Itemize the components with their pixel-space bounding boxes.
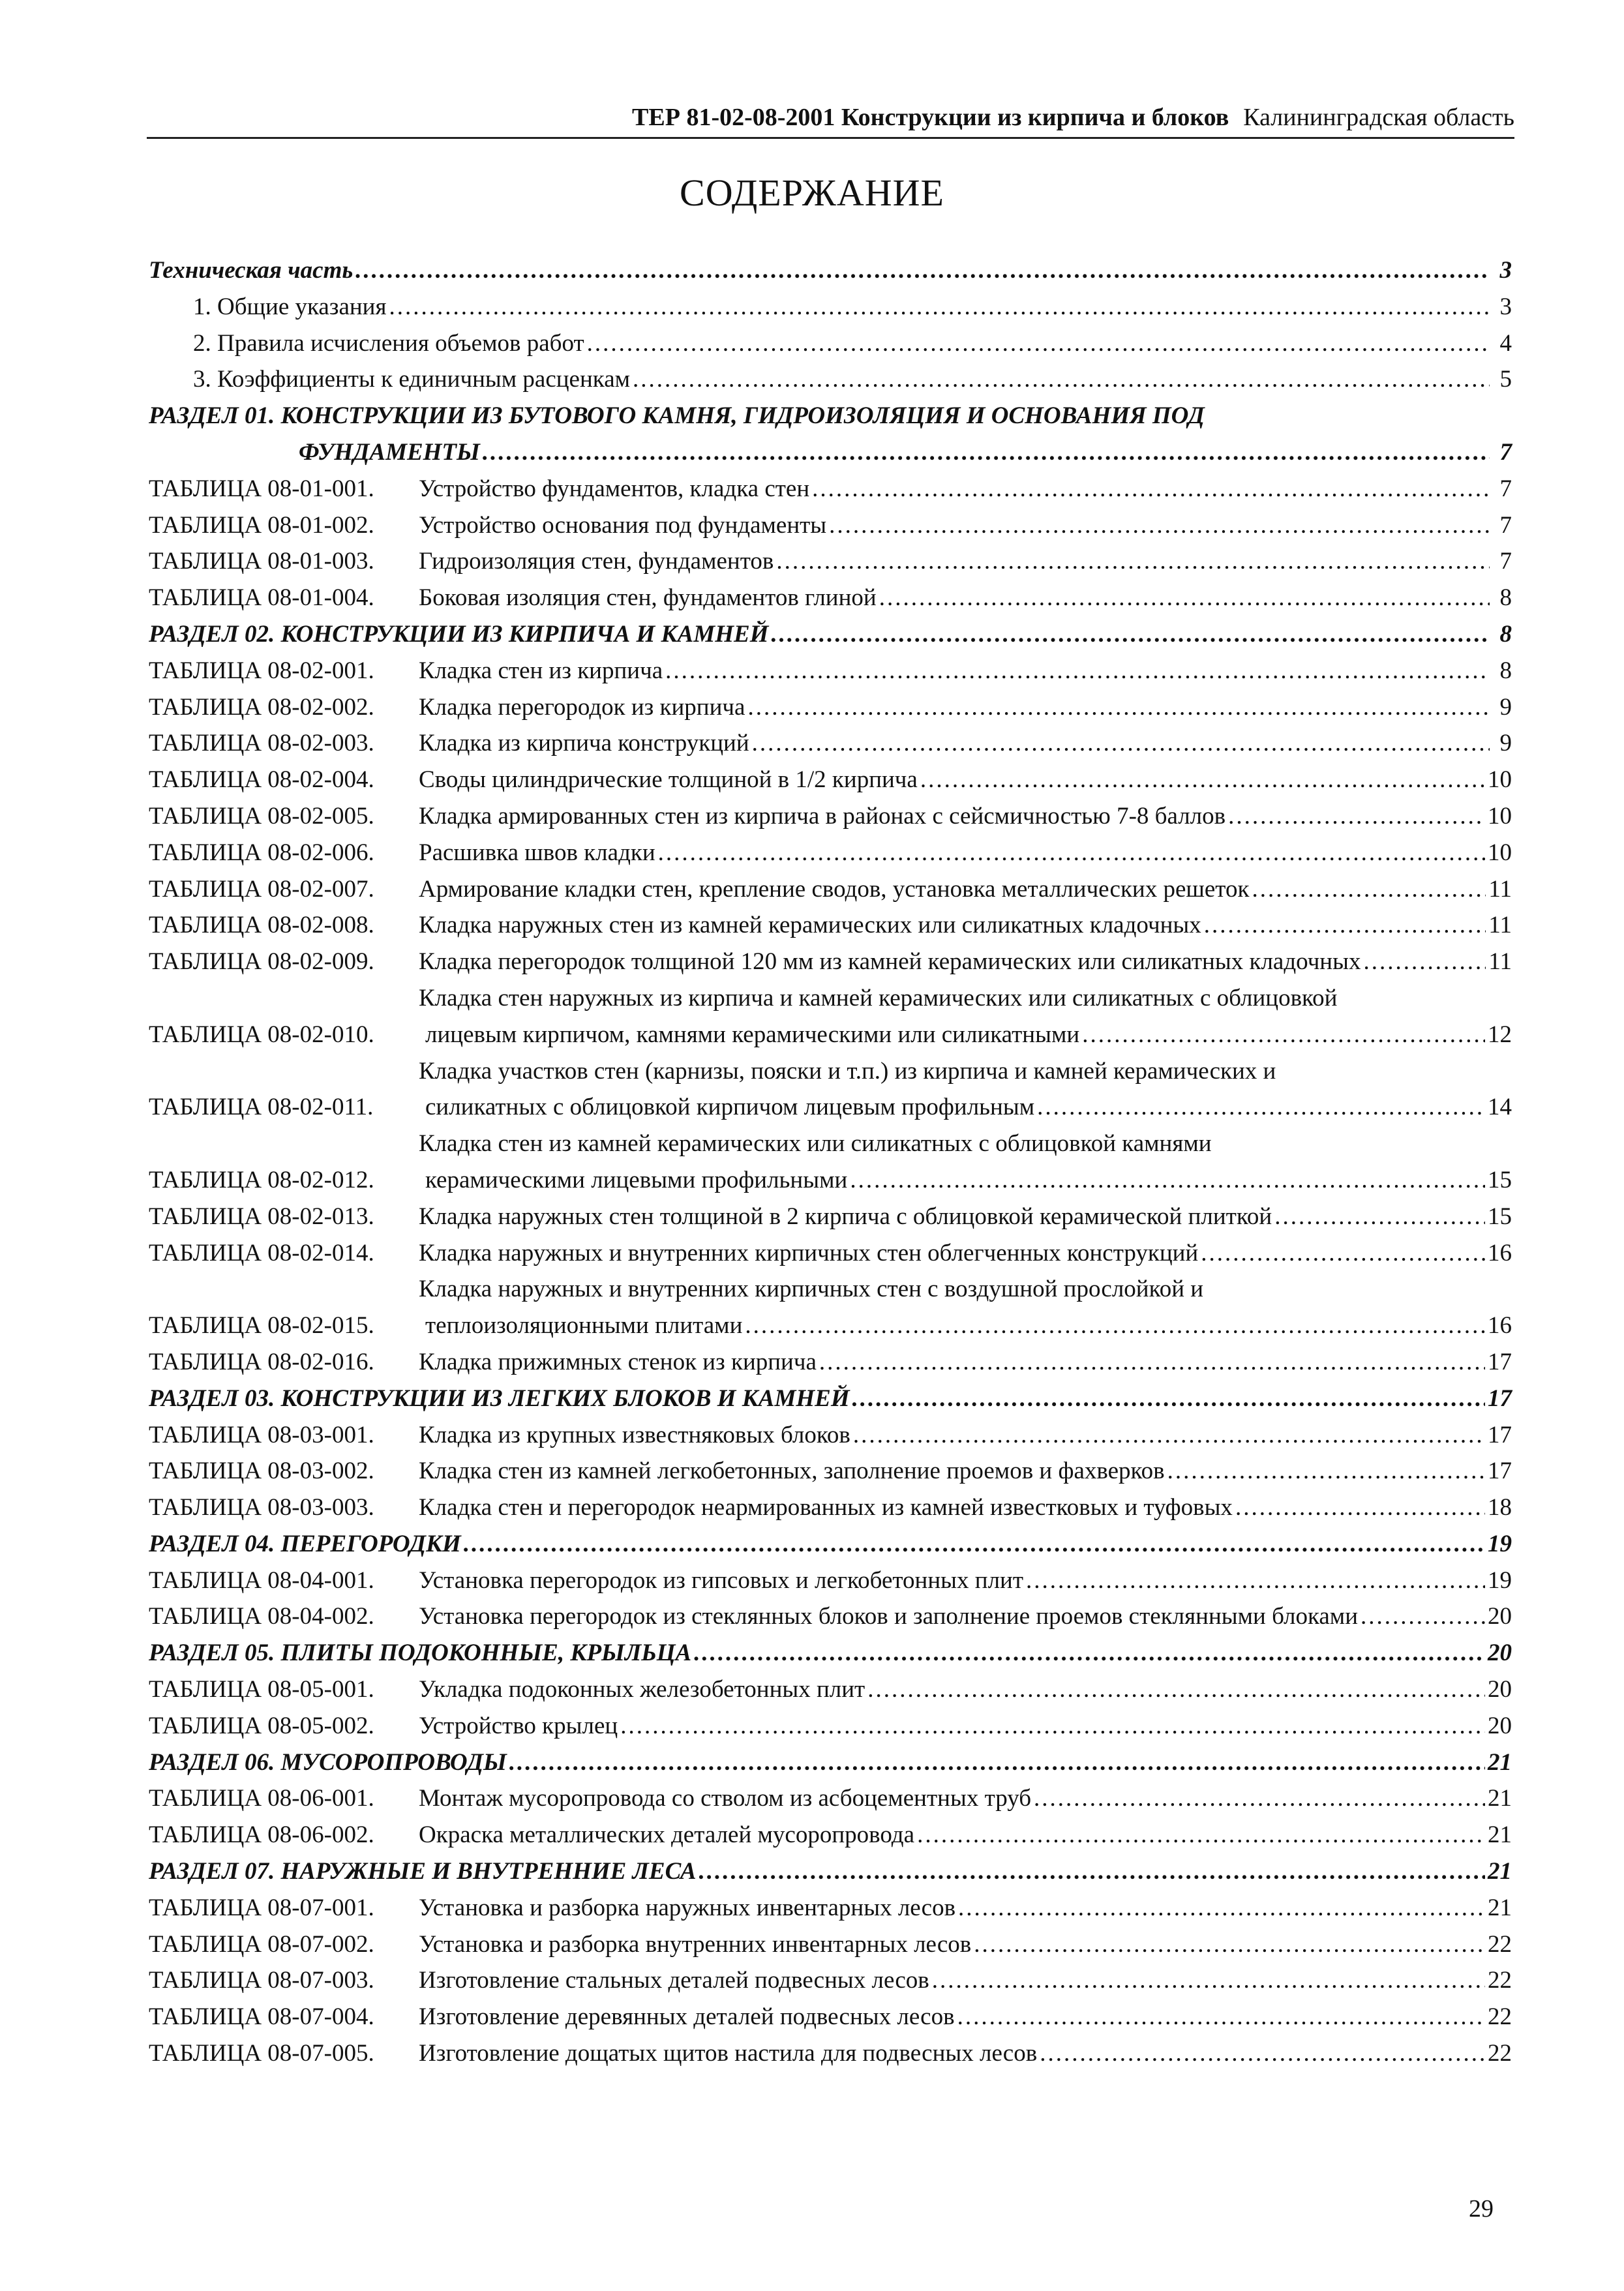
toc-table-code: ТАБЛИЦА 08-03-002. — [149, 1458, 374, 1485]
toc-section-entry[interactable] — [149, 1853, 1512, 1890]
toc-page-number: 11 — [1488, 912, 1512, 939]
dot-leader — [1082, 1017, 1485, 1053]
toc-entry-body — [419, 580, 1512, 616]
toc-table-entry[interactable] — [149, 725, 1512, 762]
dot-leader — [389, 289, 1490, 325]
toc-entry-body — [193, 361, 1512, 398]
toc-entry-body — [419, 1817, 1512, 1853]
toc-table-entry[interactable] — [149, 507, 1512, 544]
toc-table-code: ТАБЛИЦА 08-03-001. — [149, 1421, 374, 1448]
toc-table-code: ТАБЛИЦА 08-02-013. — [149, 1203, 374, 1230]
toc-entry-body — [419, 543, 1512, 580]
dot-leader — [812, 471, 1490, 507]
toc-page-number: 8 — [1499, 620, 1512, 648]
toc-entry-body — [419, 1780, 1512, 1817]
dot-leader — [747, 689, 1490, 726]
page-number: 29 — [1469, 2195, 1494, 2223]
toc-section-entry[interactable] — [149, 398, 1512, 471]
dot-leader — [932, 1962, 1485, 1999]
toc-entry-title: ФУНДАМЕНТЫ — [299, 438, 480, 466]
toc-entry-title: Установка перегородок из гипсовых и легкобетонных плит — [419, 1566, 1024, 1594]
dot-leader — [1361, 1598, 1485, 1635]
toc-page-number: 10 — [1488, 839, 1512, 866]
toc-entry-body — [419, 835, 1512, 871]
toc-table-entry[interactable] — [149, 543, 1512, 580]
toc-table-code: ТАБЛИЦА 08-01-001. — [149, 475, 374, 502]
toc-entry-title: Изготовление дощатых щитов настила для подвесных лесов — [419, 2040, 1038, 2067]
dot-leader — [879, 580, 1490, 616]
toc-page-number: 4 — [1499, 329, 1512, 357]
toc-entry-title: Кладка из крупных известняковых блоков — [419, 1421, 850, 1448]
toc-table-code: ТАБЛИЦА 08-01-003. — [149, 548, 374, 575]
toc-table-code: ТАБЛИЦА 08-02-014. — [149, 1239, 374, 1266]
toc-entry-body — [419, 1344, 1512, 1381]
toc-table-code: ТАБЛИЦА 08-02-002. — [149, 693, 374, 721]
toc-table-code: ТАБЛИЦА 08-07-002. — [149, 1930, 374, 1958]
toc-entry-title: 3. Коэффициенты к единичным расценкам — [193, 366, 631, 393]
toc-entry-title: 2. Правила исчисления объемов работ — [193, 329, 584, 357]
toc-page-number: 18 — [1488, 1494, 1512, 1521]
toc-section-entry[interactable] — [149, 1526, 1512, 1563]
toc-entry-body — [419, 798, 1512, 835]
toc-entry-title: Установка и разборка наружных инвентарных лесов — [419, 1894, 956, 1921]
toc-page-number: 8 — [1499, 584, 1512, 612]
toc-table-entry[interactable] — [149, 944, 1512, 980]
toc-entry-title: Изготовление деревянных деталей подвесных лесов — [419, 2003, 955, 2031]
toc-entry-body — [419, 1598, 1512, 1635]
toc-page-number: 3 — [1499, 257, 1512, 284]
toc-table-entry[interactable] — [149, 798, 1512, 835]
dot-leader — [1235, 1490, 1485, 1526]
toc-table-entry[interactable] — [149, 1926, 1512, 1963]
toc-table-code: ТАБЛИЦА 08-02-015. — [149, 1312, 374, 1340]
toc-table-code: ТАБЛИЦА 08-06-001. — [149, 1785, 374, 1812]
toc-table-entry[interactable] — [149, 1490, 1512, 1526]
toc-table-entry[interactable] — [149, 907, 1512, 944]
toc-entry-body — [419, 725, 1512, 762]
toc-page-number: 17 — [1488, 1348, 1512, 1375]
toc-entry-body — [419, 1926, 1512, 1963]
toc-table-code: ТАБЛИЦА 08-07-005. — [149, 2040, 374, 2067]
dot-leader — [464, 1526, 1485, 1563]
toc-entry-line — [149, 398, 1512, 434]
toc-table-entry[interactable] — [149, 1235, 1512, 1272]
toc-entry-title: Установка и разборка внутренних инвентарных лесов — [419, 1930, 972, 1958]
toc-table-code: ТАБЛИЦА 08-02-006. — [149, 839, 374, 866]
dot-leader — [1363, 944, 1486, 980]
toc-section-entry[interactable] — [149, 252, 1512, 289]
dot-leader — [1228, 798, 1485, 835]
toc-entry-body — [419, 980, 1512, 1053]
toc-table-entry[interactable] — [149, 1563, 1512, 1599]
dot-leader — [852, 1381, 1485, 1417]
toc-page-number: 19 — [1488, 1566, 1512, 1594]
toc-table-code: ТАБЛИЦА 08-02-011. — [149, 1094, 374, 1121]
toc-page-number: 20 — [1488, 1640, 1512, 1667]
toc-entry-body — [149, 1853, 1512, 1890]
toc-page-number: 17 — [1488, 1385, 1512, 1412]
toc-page-number: 20 — [1488, 1603, 1512, 1630]
toc-entry-body — [419, 907, 1512, 944]
toc-table-entry[interactable] — [149, 1890, 1512, 1926]
toc-entry-line — [419, 1089, 1512, 1126]
toc-table-entry[interactable] — [149, 1271, 1512, 1344]
dot-leader — [920, 762, 1485, 798]
dot-leader — [958, 1890, 1485, 1926]
toc-table-entry[interactable] — [149, 1417, 1512, 1454]
toc-entry-title: Кладка стен из камней керамических или силикатных с облицовкой камнями — [419, 1130, 1212, 1158]
toc-subsection-entry[interactable] — [149, 289, 1512, 325]
toc-section-entry[interactable] — [149, 616, 1512, 653]
dot-leader — [1034, 1780, 1485, 1817]
toc-page-number: 22 — [1488, 2040, 1512, 2067]
dot-leader — [699, 1853, 1485, 1890]
toc-table-code: ТАБЛИЦА 08-02-016. — [149, 1348, 374, 1375]
toc-entry-body — [419, 653, 1512, 689]
toc-table-code: ТАБЛИЦА 08-04-002. — [149, 1603, 374, 1630]
toc-entry-title: Укладка подоконных железобетонных плит — [419, 1676, 865, 1703]
toc-table-entry[interactable] — [149, 835, 1512, 871]
toc-table-code: ТАБЛИЦА 08-03-003. — [149, 1494, 374, 1521]
toc-page-number: 21 — [1488, 1785, 1512, 1812]
toc-table-code: ТАБЛИЦА 08-02-007. — [149, 875, 374, 903]
toc-entry-line — [149, 434, 1512, 471]
dot-leader — [483, 434, 1490, 471]
toc-entry-body — [149, 616, 1512, 653]
toc-entry-body — [419, 1271, 1512, 1344]
toc-entry-body — [149, 1381, 1512, 1417]
toc-subsection-entry[interactable] — [149, 325, 1512, 362]
toc-page-number: 22 — [1488, 1930, 1512, 1958]
toc-entry-title: Кладка армированных стен из кирпича в районах с сейсмичностью 7-8 баллов — [419, 802, 1226, 830]
toc-table-entry[interactable] — [149, 689, 1512, 726]
toc-entry-title: Кладка наружных и внутренних кирпичных стен облегченных конструкций — [419, 1239, 1199, 1266]
dot-leader — [853, 1417, 1485, 1454]
toc-entry-title: РАЗДЕЛ 01. КОНСТРУКЦИИ ИЗ БУТОВОГО КАМНЯ, ГИДРОИЗОЛЯЦИЯ И ОСНОВАНИЯ ПОД — [149, 402, 1205, 430]
toc-entry-line — [419, 1017, 1512, 1053]
toc-entry-body — [193, 325, 1512, 362]
toc-table-entry[interactable] — [149, 1999, 1512, 2035]
toc-entry-body — [419, 762, 1512, 798]
toc-entry-title: керамическими лицевыми профильными — [425, 1166, 848, 1193]
toc-entry-title: лицевым кирпичом, камнями керамическими или силикатными — [425, 1021, 1080, 1048]
toc-entry-line — [419, 1126, 1512, 1162]
toc-table-code: ТАБЛИЦА 08-02-009. — [149, 948, 374, 976]
toc-entry-body — [419, 1417, 1512, 1454]
toc-page-number: 5 — [1499, 366, 1512, 393]
toc-entry-title: Кладка перегородок толщиной 120 мм из камней керамических или силикатных кладочных — [419, 948, 1361, 976]
toc-entry-title: Монтаж мусоропровода со стволом из асбоцементных труб — [419, 1785, 1032, 1812]
toc-page-number: 21 — [1488, 1858, 1512, 1885]
toc-entry-body — [149, 1526, 1512, 1563]
dot-leader — [1201, 1235, 1485, 1272]
toc-table-entry[interactable] — [149, 1962, 1512, 1999]
toc-entry-title: Кладка участков стен (карнизы, пояски и т.п.) из кирпича и камней керамических и — [419, 1057, 1276, 1085]
toc-entry-title: Расшивка швов кладки — [419, 839, 655, 866]
dot-leader — [867, 1671, 1485, 1708]
dot-leader — [917, 1817, 1485, 1853]
toc-table-code: ТАБЛИЦА 08-04-001. — [149, 1566, 374, 1594]
toc-entry-body — [419, 1490, 1512, 1526]
toc-table-code: ТАБЛИЦА 08-02-008. — [149, 912, 374, 939]
dot-leader — [974, 1926, 1485, 1963]
dot-leader — [745, 1308, 1485, 1344]
toc-table-code: ТАБЛИЦА 08-01-004. — [149, 584, 374, 612]
toc-table-entry[interactable] — [149, 1199, 1512, 1235]
toc-entry-title: 1. Общие указания — [193, 293, 387, 320]
toc-entry-body — [419, 1453, 1512, 1490]
toc-page-number: 21 — [1488, 1821, 1512, 1849]
toc-page-number: 8 — [1499, 657, 1512, 684]
toc-entry-body — [419, 1708, 1512, 1744]
toc-page-number: 21 — [1488, 1748, 1512, 1776]
toc-entry-body — [419, 1563, 1512, 1599]
dot-leader — [819, 1344, 1485, 1381]
dot-leader — [658, 835, 1485, 871]
toc-page-number: 11 — [1488, 948, 1512, 976]
toc-entry-line — [419, 1162, 1512, 1199]
toc-entry-body — [419, 1962, 1512, 1999]
toc-section-entry[interactable] — [149, 1744, 1512, 1781]
toc-page-number: 11 — [1488, 875, 1512, 903]
toc-table-code: ТАБЛИЦА 08-02-005. — [149, 802, 374, 830]
toc-page-number: 20 — [1488, 1676, 1512, 1703]
toc-page-number: 16 — [1488, 1312, 1512, 1340]
dot-leader — [587, 325, 1490, 362]
toc-table-entry[interactable] — [149, 1053, 1512, 1126]
toc-entry-line — [419, 1271, 1512, 1308]
toc-table-entry[interactable] — [149, 762, 1512, 798]
toc-page-number: 20 — [1488, 1712, 1512, 1739]
toc-table-entry[interactable] — [149, 1671, 1512, 1708]
toc-table-code: ТАБЛИЦА 08-06-002. — [149, 1821, 374, 1849]
toc-table-code: ТАБЛИЦА 08-02-004. — [149, 766, 374, 794]
header-region: Калининградская область — [1243, 104, 1514, 131]
toc-table-entry[interactable] — [149, 653, 1512, 689]
toc-table-code: ТАБЛИЦА 08-01-002. — [149, 511, 374, 539]
toc-table-code: ТАБЛИЦА 08-05-002. — [149, 1712, 374, 1739]
toc-entry-title: теплоизоляционными плитами — [425, 1312, 743, 1340]
running-header — [147, 97, 1514, 138]
toc-page-number: 7 — [1499, 548, 1512, 575]
toc-entry-body — [149, 1744, 1512, 1781]
toc-entry-title: Кладка стен наружных из кирпича и камней керамических или силикатных с облицовкой — [419, 984, 1338, 1011]
toc-entry-title: Изготовление стальных деталей подвесных лесов — [419, 1967, 929, 1994]
dot-leader — [1252, 871, 1486, 908]
dot-leader — [776, 543, 1490, 580]
dot-leader — [694, 1635, 1485, 1671]
dot-leader — [752, 725, 1490, 762]
toc-table-code: ТАБЛИЦА 08-05-001. — [149, 1676, 374, 1703]
toc-table-entry[interactable] — [149, 1598, 1512, 1635]
toc-entry-body — [149, 252, 1512, 289]
toc-page-number: 9 — [1499, 693, 1512, 721]
toc-entry-body — [419, 1126, 1512, 1199]
toc-page-number: 12 — [1488, 1021, 1512, 1048]
toc-table-entry[interactable] — [149, 1344, 1512, 1381]
toc-page-number: 22 — [1488, 2003, 1512, 2031]
toc-entry-title: Кладка прижимных стенок из кирпича — [419, 1348, 817, 1375]
toc-entry-title: Устройство фундаментов, кладка стен — [419, 475, 810, 502]
toc-entry-title: Кладка из кирпича конструкций — [419, 730, 749, 757]
dot-leader — [1026, 1563, 1485, 1599]
toc-page-number: 10 — [1488, 766, 1512, 794]
toc-entry-body — [419, 689, 1512, 726]
toc-table-entry[interactable] — [149, 1780, 1512, 1817]
dot-leader — [850, 1162, 1485, 1199]
toc-page-number: 7 — [1499, 511, 1512, 539]
toc-entry-title: Кладка наружных и внутренних кирпичных стен с воздушной прослойкой и — [419, 1276, 1204, 1303]
toc-table-entry[interactable] — [149, 1453, 1512, 1490]
dot-leader — [829, 507, 1490, 544]
toc-page-number: 19 — [1488, 1530, 1512, 1557]
toc-entry-title: РАЗДЕЛ 06. МУСОРОПРОВОДЫ — [149, 1748, 507, 1776]
toc-entry-title: Кладка стен и перегородок неармированных из камней известковых и туфовых — [419, 1494, 1233, 1521]
toc-page-number: 17 — [1488, 1458, 1512, 1485]
toc-page-number: 9 — [1499, 730, 1512, 757]
dot-leader — [1274, 1199, 1485, 1235]
toc-entry-title: Армирование кладки стен, крепление сводов, установка металлических решеток — [419, 875, 1250, 903]
toc-page-number: 14 — [1488, 1094, 1512, 1121]
toc-table-code: ТАБЛИЦА 08-02-012. — [149, 1166, 374, 1193]
toc-table-code: ТАБЛИЦА 08-07-001. — [149, 1894, 374, 1921]
toc-table-entry[interactable] — [149, 2035, 1512, 2072]
toc-entry-title: Техническая часть — [149, 257, 353, 284]
toc-entry-body — [419, 1199, 1512, 1235]
toc-entry-body — [419, 871, 1512, 908]
dot-leader — [665, 653, 1490, 689]
dot-leader — [1204, 907, 1486, 944]
dot-leader — [771, 616, 1490, 653]
dot-leader — [957, 1999, 1485, 2035]
toc-page-number: 10 — [1488, 802, 1512, 830]
toc-table-entry[interactable] — [149, 1708, 1512, 1744]
dot-leader — [355, 252, 1490, 289]
header-doc-title: ТЕР 81-02-08-2001 Конструкции из кирпича и блоков — [632, 104, 1229, 131]
toc-page-number: 16 — [1488, 1239, 1512, 1266]
toc-page-number: 3 — [1499, 293, 1512, 320]
toc-entry-title: РАЗДЕЛ 05. ПЛИТЫ ПОДОКОННЫЕ, КРЫЛЬЦА — [149, 1640, 692, 1667]
toc-entry-line — [419, 980, 1512, 1017]
toc-entry-body — [149, 1635, 1512, 1671]
toc-title: СОДЕРЖАНИЕ — [680, 172, 944, 214]
toc-entry-body — [419, 1235, 1512, 1272]
toc-entry-title: Своды цилиндрические толщиной в 1/2 кирпича — [419, 766, 918, 794]
toc-page-number: 7 — [1499, 475, 1512, 502]
toc-entry-body — [419, 1671, 1512, 1708]
toc-entry-title: Кладка стен из камней легкобетонных, заполнение проемов и фахверков — [419, 1458, 1165, 1485]
toc-table-entry[interactable] — [149, 1126, 1512, 1199]
toc-section-entry[interactable] — [149, 1635, 1512, 1671]
toc-entry-title: Кладка наружных стен толщиной в 2 кирпича с облицовкой керамической плиткой — [419, 1203, 1272, 1230]
toc-page-number: 15 — [1488, 1203, 1512, 1230]
toc-subsection-entry[interactable] — [149, 361, 1512, 398]
toc-entry-body — [419, 471, 1512, 507]
toc-entry-title: Устройство основания под фундаменты — [419, 511, 827, 539]
toc-entry-title: Установка перегородок из стеклянных блоков и заполнение проемов стеклянными блоками — [419, 1603, 1359, 1630]
toc-table-entry[interactable] — [149, 580, 1512, 616]
toc-entry-title: Кладка наружных стен из камней керамических или силикатных кладочных — [419, 912, 1201, 939]
toc-entry-body — [419, 1053, 1512, 1126]
toc-page-number: 21 — [1488, 1894, 1512, 1921]
header-rule — [147, 137, 1514, 139]
toc-entry-title: Боковая изоляция стен, фундаментов глиной — [419, 584, 877, 612]
toc-table-code: ТАБЛИЦА 08-02-003. — [149, 730, 374, 757]
toc-page-number: 22 — [1488, 1967, 1512, 1994]
toc-entry-body — [419, 1999, 1512, 2035]
toc-entry-title: Гидроизоляция стен, фундаментов — [419, 548, 774, 575]
dot-leader — [633, 361, 1490, 398]
toc-section-entry[interactable] — [149, 1381, 1512, 1417]
toc-entry-title: РАЗДЕЛ 04. ПЕРЕГОРОДКИ — [149, 1530, 461, 1557]
toc-entry-body — [419, 2035, 1512, 2072]
toc-entry-line — [419, 1308, 1512, 1344]
toc-entry-line — [419, 1053, 1512, 1090]
dot-leader — [509, 1744, 1485, 1781]
toc-table-code: ТАБЛИЦА 08-02-001. — [149, 657, 374, 684]
toc-entry-title: силикатных с облицовкой кирпичом лицевым профильным — [425, 1094, 1035, 1121]
toc-entry-title: Кладка перегородок из кирпича — [419, 693, 745, 721]
toc-page-number: 15 — [1488, 1166, 1512, 1193]
dot-leader — [620, 1708, 1485, 1744]
toc-entry-title: РАЗДЕЛ 02. КОНСТРУКЦИИ ИЗ КИРПИЧА И КАМНЕЙ — [149, 620, 769, 648]
toc-table-entry[interactable] — [149, 471, 1512, 507]
dot-leader — [1167, 1453, 1485, 1490]
toc-entry-body — [419, 944, 1512, 980]
toc-entry-title: РАЗДЕЛ 07. НАРУЖНЫЕ И ВНУТРЕННИЕ ЛЕСА — [149, 1858, 697, 1885]
toc-table-code: ТАБЛИЦА 08-02-010. — [149, 1021, 374, 1048]
toc-entry-body — [149, 398, 1512, 471]
toc-table-code: ТАБЛИЦА 08-07-003. — [149, 1967, 374, 1994]
toc-entry-title: РАЗДЕЛ 03. КОНСТРУКЦИИ ИЗ ЛЕГКИХ БЛОКОВ И КАМНЕЙ — [149, 1385, 850, 1412]
dot-leader — [1040, 2035, 1485, 2072]
toc-page-number: 7 — [1499, 438, 1512, 466]
toc-table-entry[interactable] — [149, 871, 1512, 908]
toc-entry-body — [419, 1890, 1512, 1926]
toc-entry-title: Устройство крылец — [419, 1712, 618, 1739]
toc-page-number: 17 — [1488, 1421, 1512, 1448]
toc-table-code: ТАБЛИЦА 08-07-004. — [149, 2003, 374, 2031]
toc-entry-body — [193, 289, 1512, 325]
dot-leader — [1037, 1089, 1485, 1126]
toc-entry-body — [419, 507, 1512, 544]
toc-entry-title: Кладка стен из кирпича — [419, 657, 663, 684]
table-of-contents — [149, 252, 1512, 2072]
toc-table-entry[interactable] — [149, 980, 1512, 1053]
toc-table-entry[interactable] — [149, 1817, 1512, 1853]
toc-entry-title: Окраска металлических деталей мусоропровода — [419, 1821, 915, 1849]
